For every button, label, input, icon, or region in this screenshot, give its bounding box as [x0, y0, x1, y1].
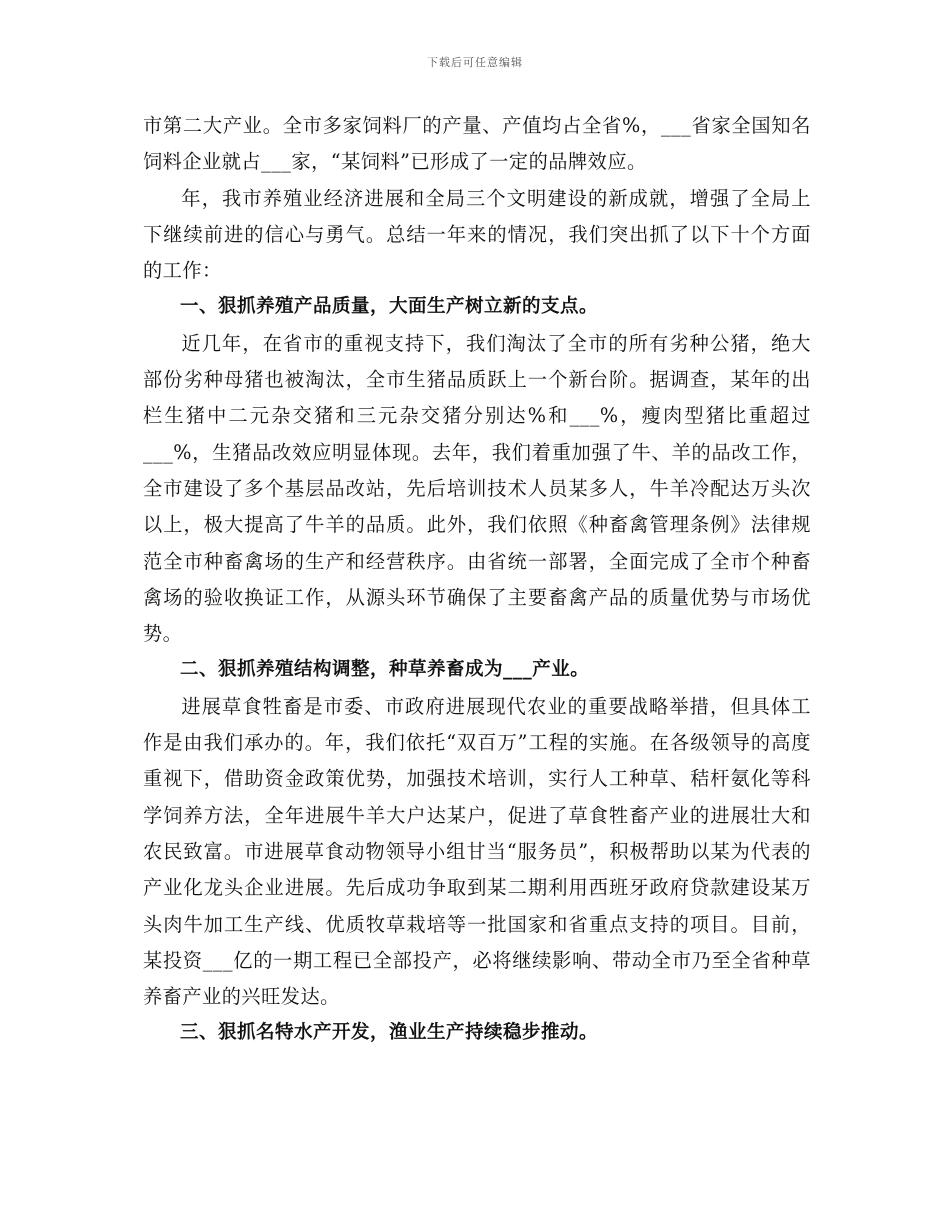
page-header: 下载后可任意编辑: [427, 56, 523, 69]
section-heading-2: 二、狠抓养殖结构调整，种草养畜成为___产业。: [180, 659, 590, 681]
section-heading-3: 三、狠抓名特水产开发，渔业生产持续稳步推动。: [180, 1022, 599, 1044]
paragraph-section-1: 近几年，在省市的重视支持下，我们淘汰了全市的所有劣种公猪，绝大部份劣种母猪也被淘汰，全市生猪品质跃上一个新台阶。据调查，某年的出栏生猪中二元杂交猪和三元杂交猪分别达%和___%，瘦肉型猪比重超过___%，生猪品改效应明显体现。去年，我们着重加强了牛、羊的品改工作，全市建设了多个基层品改站，先后培训技术人员某多人，牛羊冷配达万头次以上，极大提高了牛羊的品质。此外，我们依照《种畜禽管理条例》法律规范全市种畜禽场的生产和经营秩序。由省统一部署，全面完成了全市个种畜禽场的验收换证工作，从源头环节确保了主要畜禽产品的质量优势与市场优势。: [143, 331, 811, 646]
section-heading-1: 一、狠抓养殖产品质量，大面生产树立新的支点。: [180, 296, 599, 318]
paragraph-section-2: 进展草食牲畜是市委、市政府进展现代农业的重要战略举措，但具体工作是由我们承办的。年，我们依托“双百万”工程的实施。在各级领导的高度重视下，借助资金政策优势，加强技术培训，实行人工种草、秸杆氨化等科学饲养方法，全年进展牛羊大户达某户，促进了草食牲畜产业的进展壮大和农民致富。市进展草食动物领导小组甘当“服务员”，积极帮助以某为代表的产业化龙头企业进展。先后成功争取到某二期利用西班牙政府贷款建设某万头肉牛加工生产线、优质牧草栽培等一批国家和省重点支持的项目。目前，某投资___亿的一期工程已全部投产，必将继续影响、带动全市乃至全省种草养畜产业的兴旺发达。: [143, 694, 811, 1009]
paragraph-summary: 年，我市养殖业经济进展和全局三个文明建设的新成就，增强了全局上下继续前进的信心与勇气。总结一年来的情况，我们突出抓了以下十个方面的工作：: [143, 186, 811, 283]
paragraph-continued: 市第二大产业。全市多家饲料厂的产量、产值均占全省%，___省家全国知名饲料企业就占___家，“某饲料”已形成了一定的品牌效应。: [143, 114, 811, 174]
document-body: [143, 108, 811, 1052]
